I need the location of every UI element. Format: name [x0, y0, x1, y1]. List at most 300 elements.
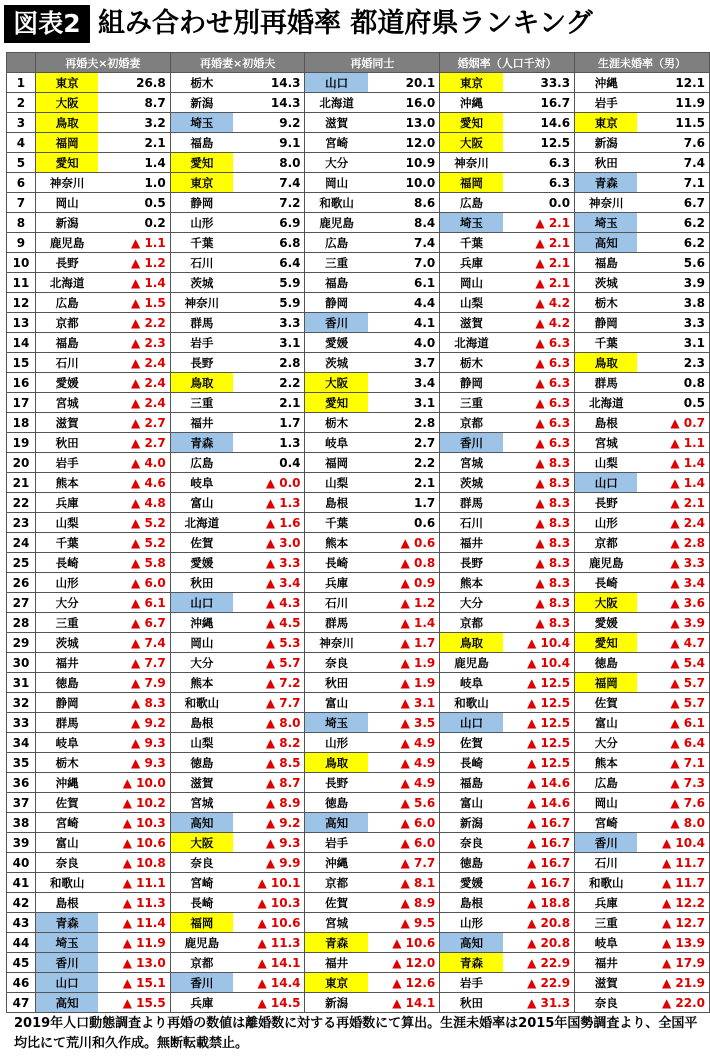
prefecture-cell: 山口 [305, 73, 368, 93]
value-cell: ▲ 3.0 [233, 533, 305, 553]
value-cell: ▲ 1.4 [98, 273, 170, 293]
table-row [7, 353, 710, 373]
prefecture-cell: 徳島 [575, 653, 638, 673]
prefecture-cell: 千葉 [170, 233, 233, 253]
rank-cell: 29 [7, 633, 36, 653]
column-header: 婚姻率（人口千対） [440, 53, 575, 73]
prefecture-cell: 山梨 [170, 733, 233, 753]
prefecture-cell: 佐賀 [305, 893, 368, 913]
value-cell: ▲ 4.0 [98, 453, 170, 473]
value-cell: 12.1 [637, 73, 709, 93]
prefecture-cell: 千葉 [440, 233, 503, 253]
value-cell: 3.2 [98, 113, 170, 133]
prefecture-cell: 福井 [305, 953, 368, 973]
value-cell: ▲ 5.7 [233, 653, 305, 673]
prefecture-cell: 新潟 [575, 133, 638, 153]
table-row [7, 793, 710, 813]
value-cell: ▲ 7.2 [233, 673, 305, 693]
prefecture-cell: 高知 [170, 813, 233, 833]
table-row [7, 113, 710, 133]
value-cell: ▲ 11.4 [98, 913, 170, 933]
prefecture-cell: 鹿児島 [440, 653, 503, 673]
value-cell: 9.1 [233, 133, 305, 153]
value-cell: ▲ 1.5 [98, 293, 170, 313]
prefecture-cell: 新潟 [35, 213, 98, 233]
table-row [7, 813, 710, 833]
value-cell: ▲ 14.6 [503, 793, 575, 813]
prefecture-cell: 栃木 [35, 753, 98, 773]
prefecture-cell: 奈良 [170, 853, 233, 873]
prefecture-cell: 山梨 [575, 453, 638, 473]
value-cell: 16.7 [503, 93, 575, 113]
value-cell: ▲ 7.3 [637, 773, 709, 793]
prefecture-cell: 青森 [305, 933, 368, 953]
table-row [7, 853, 710, 873]
value-cell: 14.6 [503, 113, 575, 133]
value-cell: ▲ 22.9 [503, 973, 575, 993]
prefecture-cell: 佐賀 [575, 693, 638, 713]
rank-cell: 20 [7, 453, 36, 473]
value-cell: ▲ 8.3 [503, 613, 575, 633]
prefecture-cell: 茨城 [575, 273, 638, 293]
table-row [7, 633, 710, 653]
prefecture-cell: 埼玉 [35, 933, 98, 953]
value-cell: ▲ 15.5 [98, 993, 170, 1013]
prefecture-cell: 熊本 [35, 473, 98, 493]
table-row [7, 73, 710, 93]
value-cell: ▲ 2.1 [503, 233, 575, 253]
value-cell: ▲ 0.0 [233, 473, 305, 493]
value-cell: ▲ 10.6 [368, 933, 440, 953]
prefecture-cell: 広島 [170, 453, 233, 473]
prefecture-cell: 栃木 [440, 353, 503, 373]
value-cell: ▲ 6.3 [503, 373, 575, 393]
prefecture-cell: 山梨 [305, 473, 368, 493]
prefecture-cell: 佐賀 [440, 733, 503, 753]
value-cell: ▲ 0.8 [368, 553, 440, 573]
prefecture-cell: 兵庫 [170, 993, 233, 1013]
value-cell: ▲ 4.9 [368, 753, 440, 773]
value-cell: ▲ 12.2 [637, 893, 709, 913]
prefecture-cell: 富山 [440, 793, 503, 813]
prefecture-cell: 沖縄 [35, 773, 98, 793]
value-cell: 8.0 [233, 153, 305, 173]
table-row [7, 873, 710, 893]
rank-cell: 3 [7, 113, 36, 133]
value-cell: ▲ 14.5 [233, 993, 305, 1013]
prefecture-cell: 長野 [440, 553, 503, 573]
value-cell: 7.1 [637, 173, 709, 193]
prefecture-cell: 大分 [575, 733, 638, 753]
prefecture-cell: 鳥取 [440, 633, 503, 653]
value-cell: 6.8 [233, 233, 305, 253]
value-cell: ▲ 5.6 [368, 793, 440, 813]
prefecture-cell: 岐阜 [170, 473, 233, 493]
value-cell: ▲ 10.3 [98, 813, 170, 833]
table-row [7, 553, 710, 573]
prefecture-cell: 秋田 [575, 153, 638, 173]
prefecture-cell: 滋賀 [440, 313, 503, 333]
value-cell: 6.2 [637, 233, 709, 253]
value-cell: ▲ 31.3 [503, 993, 575, 1013]
rank-cell: 30 [7, 653, 36, 673]
prefecture-cell: 北海道 [575, 393, 638, 413]
value-cell: 2.1 [233, 393, 305, 413]
prefecture-cell: 静岡 [440, 373, 503, 393]
prefecture-cell: 埼玉 [575, 213, 638, 233]
value-cell: ▲ 7.7 [233, 693, 305, 713]
rank-cell: 38 [7, 813, 36, 833]
prefecture-cell: 愛媛 [35, 373, 98, 393]
prefecture-cell: 奈良 [35, 853, 98, 873]
table-row [7, 773, 710, 793]
value-cell: ▲ 1.2 [368, 593, 440, 613]
prefecture-cell: 京都 [575, 533, 638, 553]
prefecture-cell: 青森 [170, 433, 233, 453]
prefecture-cell: 京都 [35, 313, 98, 333]
value-cell: ▲ 9.2 [98, 713, 170, 733]
prefecture-cell: 大阪 [35, 93, 98, 113]
prefecture-cell: 山口 [575, 473, 638, 493]
table-row [7, 153, 710, 173]
prefecture-cell: 京都 [440, 613, 503, 633]
table-row [7, 373, 710, 393]
prefecture-cell: 山口 [440, 713, 503, 733]
value-cell: ▲ 4.3 [233, 593, 305, 613]
prefecture-cell: 島根 [35, 893, 98, 913]
value-cell: ▲ 3.4 [233, 573, 305, 593]
prefecture-cell: 山梨 [440, 293, 503, 313]
value-cell: 1.7 [233, 413, 305, 433]
prefecture-cell: 石川 [305, 593, 368, 613]
prefecture-cell: 山形 [575, 513, 638, 533]
prefecture-cell: 愛知 [305, 393, 368, 413]
value-cell: ▲ 2.2 [98, 313, 170, 333]
rank-cell: 37 [7, 793, 36, 813]
value-cell: ▲ 11.3 [233, 933, 305, 953]
value-cell: ▲ 10.4 [503, 633, 575, 653]
value-cell: ▲ 5.7 [637, 673, 709, 693]
prefecture-cell: 群馬 [575, 373, 638, 393]
prefecture-cell: 岐阜 [35, 733, 98, 753]
value-cell: ▲ 2.1 [503, 273, 575, 293]
prefecture-cell: 千葉 [305, 513, 368, 533]
table-row [7, 913, 710, 933]
prefecture-cell: 福島 [575, 253, 638, 273]
rank-cell: 31 [7, 673, 36, 693]
value-cell: 26.8 [98, 73, 170, 93]
value-cell: ▲ 3.4 [637, 573, 709, 593]
rank-cell: 16 [7, 373, 36, 393]
prefecture-cell: 青森 [35, 913, 98, 933]
table-row [7, 413, 710, 433]
value-cell: 7.4 [637, 153, 709, 173]
value-cell: ▲ 8.3 [503, 533, 575, 553]
table-row [7, 673, 710, 693]
value-cell: ▲ 6.0 [368, 813, 440, 833]
value-cell: 3.4 [368, 373, 440, 393]
prefecture-cell: 和歌山 [35, 873, 98, 893]
prefecture-cell: 宮城 [35, 393, 98, 413]
value-cell: ▲ 8.0 [233, 713, 305, 733]
table-row [7, 973, 710, 993]
prefecture-cell: 石川 [35, 353, 98, 373]
prefecture-cell: 宮崎 [305, 133, 368, 153]
prefecture-cell: 北海道 [170, 513, 233, 533]
rank-cell: 24 [7, 533, 36, 553]
value-cell: ▲ 11.7 [637, 873, 709, 893]
table-row [7, 453, 710, 473]
value-cell: ▲ 3.1 [368, 693, 440, 713]
value-cell: ▲ 4.7 [637, 633, 709, 653]
prefecture-cell: 兵庫 [440, 253, 503, 273]
prefecture-cell: 大分 [35, 593, 98, 613]
value-cell: ▲ 7.6 [637, 793, 709, 813]
prefecture-cell: 大阪 [440, 133, 503, 153]
rank-cell: 13 [7, 313, 36, 333]
rank-cell: 25 [7, 553, 36, 573]
rank-cell: 36 [7, 773, 36, 793]
value-cell: ▲ 2.4 [637, 513, 709, 533]
value-cell: ▲ 6.1 [98, 593, 170, 613]
table-row [7, 933, 710, 953]
value-cell: 33.3 [503, 73, 575, 93]
value-cell: ▲ 8.3 [98, 693, 170, 713]
prefecture-cell: 石川 [170, 253, 233, 273]
value-cell: ▲ 12.5 [503, 713, 575, 733]
rank-cell: 42 [7, 893, 36, 913]
prefecture-cell: 兵庫 [305, 573, 368, 593]
prefecture-cell: 京都 [305, 873, 368, 893]
value-cell: ▲ 10.6 [98, 833, 170, 853]
table-row [7, 473, 710, 493]
prefecture-cell: 香川 [305, 313, 368, 333]
prefecture-cell: 秋田 [170, 573, 233, 593]
prefecture-cell: 大阪 [305, 373, 368, 393]
rank-cell: 7 [7, 193, 36, 213]
prefecture-cell: 大分 [440, 593, 503, 613]
value-cell: ▲ 8.5 [233, 753, 305, 773]
value-cell: 10.9 [368, 153, 440, 173]
value-cell: 3.3 [637, 313, 709, 333]
value-cell: ▲ 1.3 [233, 493, 305, 513]
prefecture-cell: 宮城 [575, 433, 638, 453]
value-cell: ▲ 22.0 [637, 993, 709, 1013]
value-cell: 2.2 [368, 453, 440, 473]
value-cell: 12.0 [368, 133, 440, 153]
value-cell: 16.0 [368, 93, 440, 113]
value-cell: ▲ 4.2 [503, 293, 575, 313]
prefecture-cell: 熊本 [305, 533, 368, 553]
prefecture-cell: 埼玉 [305, 713, 368, 733]
value-cell: ▲ 1.4 [637, 453, 709, 473]
prefecture-cell: 岩手 [440, 973, 503, 993]
value-cell: 8.6 [368, 193, 440, 213]
rank-cell: 43 [7, 913, 36, 933]
value-cell: ▲ 9.3 [98, 733, 170, 753]
table-row [7, 513, 710, 533]
prefecture-cell: 広島 [440, 193, 503, 213]
value-cell: 6.7 [637, 193, 709, 213]
rank-cell: 40 [7, 853, 36, 873]
rank-cell: 34 [7, 733, 36, 753]
prefecture-cell: 岐阜 [440, 673, 503, 693]
value-cell: ▲ 21.9 [637, 973, 709, 993]
value-cell: 0.8 [637, 373, 709, 393]
prefecture-cell: 青森 [440, 953, 503, 973]
prefecture-cell: 滋賀 [305, 113, 368, 133]
prefecture-cell: 奈良 [575, 993, 638, 1013]
value-cell: ▲ 3.3 [233, 553, 305, 573]
table-row [7, 893, 710, 913]
prefecture-cell: 岡山 [575, 793, 638, 813]
value-cell: ▲ 10.1 [233, 873, 305, 893]
prefecture-cell: 埼玉 [170, 113, 233, 133]
value-cell: ▲ 0.7 [637, 413, 709, 433]
prefecture-cell: 徳島 [170, 753, 233, 773]
value-cell: ▲ 0.9 [368, 573, 440, 593]
value-cell: ▲ 7.9 [98, 673, 170, 693]
prefecture-cell: 岡山 [170, 633, 233, 653]
prefecture-cell: 岩手 [35, 453, 98, 473]
prefecture-cell: 静岡 [305, 293, 368, 313]
prefecture-cell: 高知 [575, 233, 638, 253]
value-cell: ▲ 16.7 [503, 853, 575, 873]
value-cell: 7.0 [368, 253, 440, 273]
rank-cell: 32 [7, 693, 36, 713]
rank-cell: 6 [7, 173, 36, 193]
value-cell: ▲ 11.7 [637, 853, 709, 873]
prefecture-cell: 愛媛 [575, 613, 638, 633]
value-cell: 3.9 [637, 273, 709, 293]
value-cell: 2.8 [368, 413, 440, 433]
rank-cell: 1 [7, 73, 36, 93]
value-cell: ▲ 11.9 [98, 933, 170, 953]
prefecture-cell: 岡山 [35, 193, 98, 213]
prefecture-cell: 和歌山 [575, 873, 638, 893]
value-cell: 3.8 [637, 293, 709, 313]
prefecture-cell: 宮崎 [575, 813, 638, 833]
prefecture-cell: 三重 [305, 253, 368, 273]
prefecture-cell: 福井 [170, 413, 233, 433]
prefecture-cell: 神奈川 [440, 153, 503, 173]
value-cell: ▲ 14.6 [503, 773, 575, 793]
value-cell: ▲ 1.6 [233, 513, 305, 533]
value-cell: ▲ 6.0 [98, 573, 170, 593]
prefecture-cell: 兵庫 [575, 893, 638, 913]
value-cell: ▲ 5.8 [98, 553, 170, 573]
prefecture-cell: 群馬 [35, 713, 98, 733]
value-cell: ▲ 12.5 [503, 733, 575, 753]
prefecture-cell: 和歌山 [170, 693, 233, 713]
table-row [7, 133, 710, 153]
rank-cell: 2 [7, 93, 36, 113]
prefecture-cell: 東京 [440, 73, 503, 93]
value-cell: ▲ 5.2 [98, 533, 170, 553]
prefecture-cell: 島根 [440, 893, 503, 913]
prefecture-cell: 宮城 [305, 913, 368, 933]
value-cell: 7.4 [368, 233, 440, 253]
value-cell: ▲ 5.2 [98, 513, 170, 533]
rank-cell: 19 [7, 433, 36, 453]
value-cell: ▲ 12.6 [368, 973, 440, 993]
prefecture-cell: 新潟 [440, 813, 503, 833]
prefecture-cell: 東京 [305, 973, 368, 993]
rank-cell: 22 [7, 493, 36, 513]
prefecture-cell: 福岡 [575, 673, 638, 693]
table-row [7, 833, 710, 853]
value-cell: 6.2 [637, 213, 709, 233]
prefecture-cell: 愛知 [170, 153, 233, 173]
prefecture-cell: 香川 [440, 433, 503, 453]
value-cell: ▲ 6.1 [637, 713, 709, 733]
value-cell: ▲ 10.8 [98, 853, 170, 873]
rank-cell: 45 [7, 953, 36, 973]
prefecture-cell: 長崎 [440, 753, 503, 773]
value-cell: ▲ 1.1 [637, 433, 709, 453]
value-cell: ▲ 8.3 [503, 573, 575, 593]
value-cell: ▲ 6.3 [503, 413, 575, 433]
prefecture-cell: 山口 [35, 973, 98, 993]
prefecture-cell: 栃木 [305, 413, 368, 433]
value-cell: ▲ 2.1 [637, 493, 709, 513]
value-cell: 3.7 [368, 353, 440, 373]
ranking-table [6, 52, 710, 1013]
value-cell: 5.6 [637, 253, 709, 273]
prefecture-cell: 京都 [440, 413, 503, 433]
value-cell: ▲ 8.0 [637, 813, 709, 833]
prefecture-cell: 東京 [35, 73, 98, 93]
prefecture-cell: 神奈川 [170, 293, 233, 313]
value-cell: ▲ 10.2 [98, 793, 170, 813]
value-cell: ▲ 8.1 [368, 873, 440, 893]
prefecture-cell: 沖縄 [575, 73, 638, 93]
value-cell: ▲ 20.8 [503, 913, 575, 933]
prefecture-cell: 富山 [305, 693, 368, 713]
value-cell: ▲ 4.6 [98, 473, 170, 493]
prefecture-cell: 富山 [170, 493, 233, 513]
value-cell: 7.6 [637, 133, 709, 153]
prefecture-cell: 三重 [35, 613, 98, 633]
prefecture-cell: 新潟 [170, 93, 233, 113]
prefecture-cell: 宮崎 [170, 873, 233, 893]
prefecture-cell: 長崎 [170, 893, 233, 913]
table-row [7, 993, 710, 1013]
value-cell: ▲ 12.7 [637, 913, 709, 933]
value-cell: ▲ 1.9 [368, 673, 440, 693]
prefecture-cell: 徳島 [35, 673, 98, 693]
value-cell: ▲ 1.4 [637, 473, 709, 493]
prefecture-cell: 福島 [440, 773, 503, 793]
prefecture-cell: 島根 [305, 493, 368, 513]
value-cell: ▲ 17.9 [637, 953, 709, 973]
value-cell: ▲ 1.9 [368, 653, 440, 673]
prefecture-cell: 広島 [575, 773, 638, 793]
value-cell: ▲ 1.7 [368, 633, 440, 653]
table-row [7, 253, 710, 273]
prefecture-cell: 岐阜 [575, 933, 638, 953]
prefecture-cell: 熊本 [170, 673, 233, 693]
rank-cell: 47 [7, 993, 36, 1013]
value-cell: ▲ 6.0 [368, 833, 440, 853]
value-cell: ▲ 0.6 [368, 533, 440, 553]
value-cell: ▲ 5.3 [233, 633, 305, 653]
table-row [7, 593, 710, 613]
prefecture-cell: 島根 [575, 413, 638, 433]
prefecture-cell: 千葉 [35, 533, 98, 553]
value-cell: ▲ 7.7 [98, 653, 170, 673]
value-cell: 6.3 [503, 173, 575, 193]
